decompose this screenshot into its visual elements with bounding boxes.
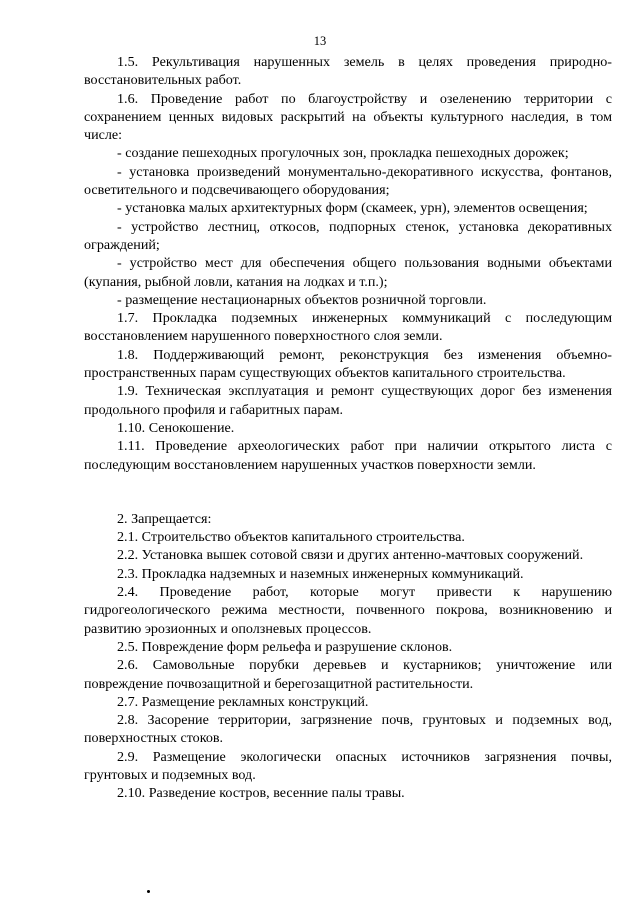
section-gap <box>84 474 612 510</box>
paragraph: 2.1. Строительство объектов капитального строительства. <box>117 529 465 546</box>
paragraph: 1.10. Сенокошение. <box>117 419 235 436</box>
paragraph: 1.6. Проведение работ по благоустройству и озеленению территории с сохранением ценных видовых раскрытий на объекты культурного наследия, в том числе: <box>84 90 612 144</box>
paragraph: 2.4. Проведение работ, которые могут привести к нарушению гидрогеологического режима местности, почвенного покрова, возникновению и развитию эрозионных и оползневых процессов. <box>84 584 612 637</box>
paragraph: - устройство лестниц, откосов, подпорных стенок, установка декоративных ограждений; <box>84 218 612 253</box>
document-body <box>84 53 612 803</box>
paragraph: 2.8. Засорение территории, загрязнение почв, грунтовых и подземных вод, поверхностных стоков. <box>84 712 612 747</box>
paragraph: 1.5. Рекультивация нарушенных земель в целях проведения природно-восстановительных работ. <box>84 54 612 89</box>
paragraph: - устройство мест для обеспечения общего пользования водными объектами (купания, рыбной ловли, катания на лодках и т.п.); <box>84 255 612 290</box>
scan-speck <box>147 890 150 893</box>
paragraph: 2.2. Установка вышек сотовой связи и других антенно-мачтовых сооружений. <box>117 547 584 564</box>
paragraph: - установка произведений монументально-декоративного искусства, фонтанов, осветительного и подсвечивающего оборудования; <box>84 163 612 199</box>
page-number: 13 <box>313 34 327 48</box>
prohibitions-list <box>84 510 612 803</box>
paragraph: 2.5. Повреждение форм рельефа и разрушение склонов. <box>117 638 453 655</box>
paragraph: 1.8. Поддерживающий ремонт, реконструкция без изменения объемно-пространственных парам существующих объектов капитального строительства. <box>84 346 612 382</box>
paragraph: - создание пешеходных прогулочных зон, прокладка пешеходных дорожек; <box>117 145 569 162</box>
paragraph: 2.7. Размещение рекламных конструкций. <box>117 693 369 710</box>
paragraph: 1.7. Прокладка подземных инженерных коммуникаций с последующим восстановлением нарушенного поверхностного слоя земли. <box>84 310 612 345</box>
paragraph: 2.9. Размещение экологически опасных источников загрязнения почвы, грунтовых и подземных вод. <box>84 748 612 783</box>
paragraph: - установка малых архитектурных форм (скамеек, урн), элементов освещения; <box>117 200 588 217</box>
paragraph: 2. Запрещается: <box>117 510 212 527</box>
paragraph: - размещение нестационарных объектов розничной торговли. <box>117 291 487 308</box>
paragraph: 1.11. Проведение археологических работ при наличии открытого листа с последующим восстановлением нарушенных участков поверхности земли. <box>84 438 612 473</box>
paragraph: 1.9. Техническая эксплуатация и ремонт существующих дорог без изменения продольного профиля и габаритных парам. <box>84 383 612 418</box>
paragraph: 2.3. Прокладка надземных и наземных инженерных коммуникаций. <box>117 565 524 582</box>
paragraph: 2.6. Самовольные порубки деревьев и кустарников; уничтожение или повреждение почвозащитной и берегозащитной растительности. <box>84 657 612 692</box>
permitted-works-list <box>84 53 612 474</box>
paragraph: 2.10. Разведение костров, весенние палы травы. <box>117 785 405 802</box>
